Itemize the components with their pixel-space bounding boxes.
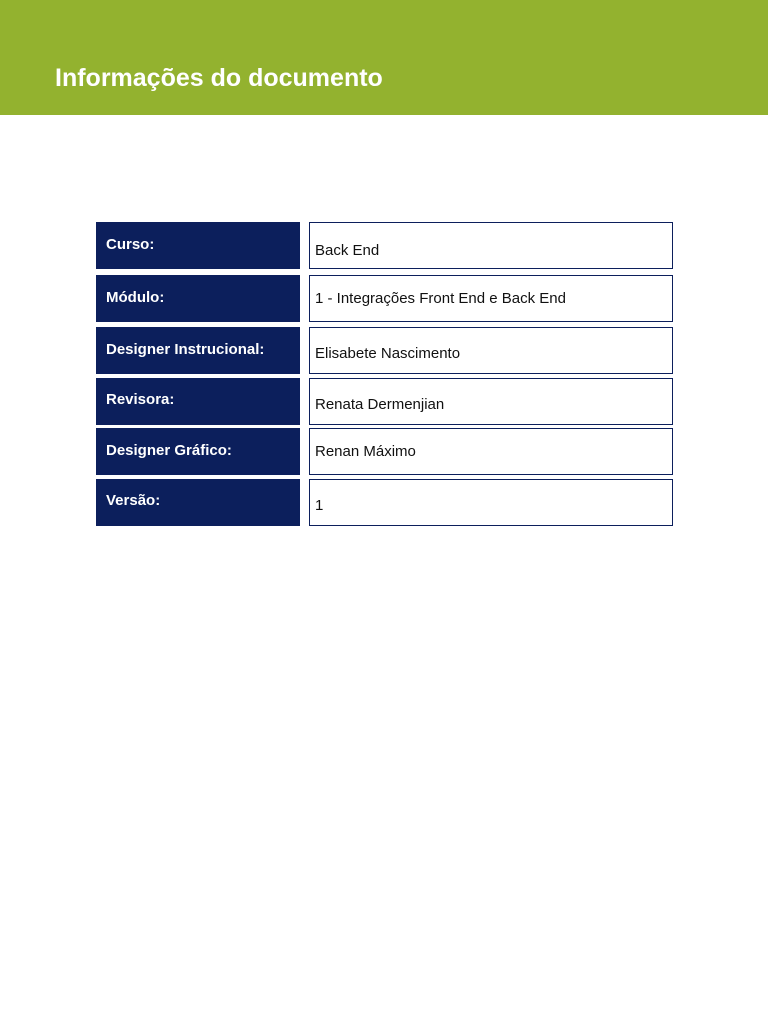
info-row-curso — [96, 222, 673, 269]
info-value: 1 — [309, 479, 673, 526]
info-row-designer-grafico — [96, 428, 673, 475]
info-row-designer-instrucional — [96, 327, 673, 374]
info-value: Renan Máximo — [309, 428, 673, 475]
info-row-versao — [96, 479, 673, 526]
info-label: Versão: — [96, 479, 300, 526]
info-row-modulo — [96, 275, 673, 322]
info-label: Curso: — [96, 222, 300, 269]
info-label: Revisora: — [96, 378, 300, 425]
info-row-revisora — [96, 378, 673, 425]
info-value: Back End — [309, 222, 673, 269]
info-value: 1 - Integrações Front End e Back End — [309, 275, 673, 322]
header-band — [0, 0, 768, 115]
page-title: Informações do documento — [55, 64, 383, 92]
info-value: Elisabete Nascimento — [309, 327, 673, 374]
info-value: Renata Dermenjian — [309, 378, 673, 425]
info-label: Módulo: — [96, 275, 300, 322]
info-label: Designer Instrucional: — [96, 327, 300, 374]
info-label: Designer Gráfico: — [96, 428, 300, 475]
